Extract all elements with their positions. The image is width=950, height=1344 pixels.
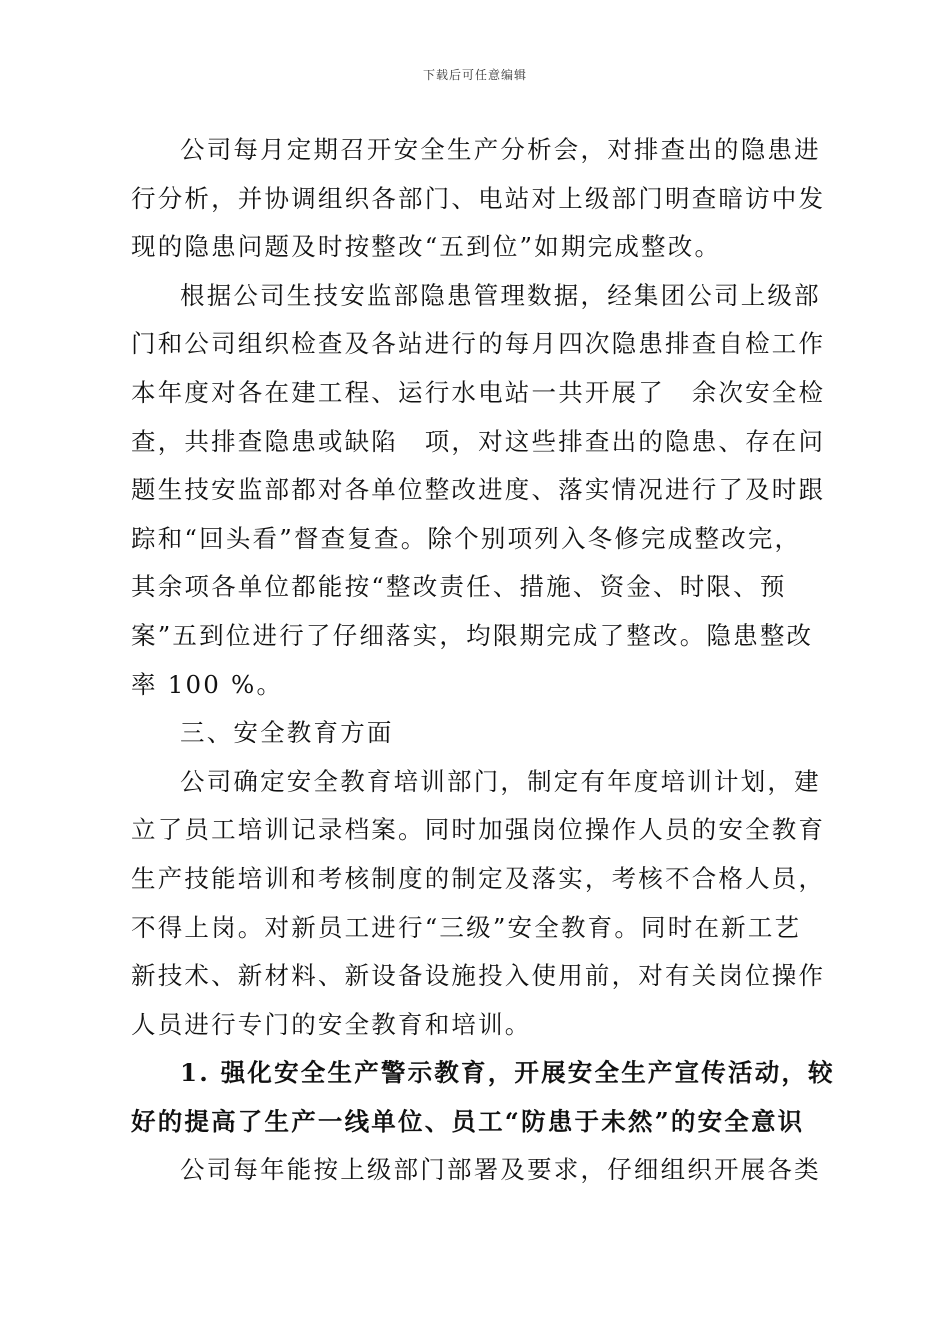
- section-heading-safety-education: [131, 709, 821, 758]
- text-line: 门和公司组织检查及各站进行的每月四次隐患排查自检工作: [131, 329, 826, 359]
- paragraph-training: [131, 758, 826, 1050]
- text-line: 立了员工培训记录档案。同时加强岗位操作人员的安全教育: [131, 815, 826, 845]
- document-body: [131, 126, 835, 1195]
- header-note: 下载后可任意编辑: [422, 68, 527, 82]
- text-line: 踪和“回头看”督查复查。除个别项列入冬修完成整改完，: [131, 523, 802, 553]
- paragraph-annual-activities: [131, 1146, 821, 1195]
- text-line: 公司每月定期召开安全生产分析会，对排查出的隐患进: [180, 135, 821, 164]
- text-line: 本年度对各在建工程、运行水电站一共开展了 余次安全检: [131, 377, 826, 407]
- text-line: 人员进行专门的安全教育和培训。: [131, 1009, 532, 1039]
- text-line: 率 100 %。: [131, 669, 284, 699]
- text-line: 公司每年能按上级部门部署及要求，仔细组织开展各类: [180, 1155, 821, 1185]
- text-line: 不得上岗。对新员工进行“三级”安全教育。同时在新工艺: [131, 912, 802, 942]
- text-line: 生产技能培训和考核制度的制定及落实，考核不合格人员，: [131, 863, 826, 893]
- text-line: 公司确定安全教育培训部门，制定有年度培训计划，建: [180, 766, 821, 796]
- text-line: 查，共排查隐患或缺陷 项，对这些排查出的隐患、存在问: [131, 426, 826, 456]
- paragraph-analysis-meeting: [131, 126, 826, 272]
- subheading-warning-education: [131, 1049, 835, 1146]
- text-line: 行分析，并协调组织各部门、电站对上级部门明查暗访中发: [131, 183, 826, 213]
- text-line: 现的隐患问题及时按整改“五到位”如期完成整改。: [131, 232, 722, 262]
- text-line: 案”五到位进行了仔细落实，均限期完成了整改。隐患整改: [131, 620, 814, 650]
- text-line: 题生技安监部都对各单位整改进度、落实情况进行了及时跟: [131, 475, 826, 505]
- text-line: 新技术、新材料、新设备设施投入使用前，对有关岗位操作: [131, 961, 826, 991]
- text-line: 根据公司生技安监部隐患管理数据，经集团公司上级部: [180, 280, 821, 310]
- text-line: 其余项各单位都能按“整改责任、措施、资金、时限、预: [131, 572, 787, 602]
- subheading-line: 1. 强化安全生产警示教育，开展安全生产宣传活动，较: [180, 1058, 835, 1088]
- section-title: 三、安全教育方面: [180, 718, 394, 748]
- subheading-line: 好的提高了生产一线单位、员工“防患于未然”的安全意识: [131, 1106, 805, 1136]
- paragraph-hazard-data: [131, 272, 826, 709]
